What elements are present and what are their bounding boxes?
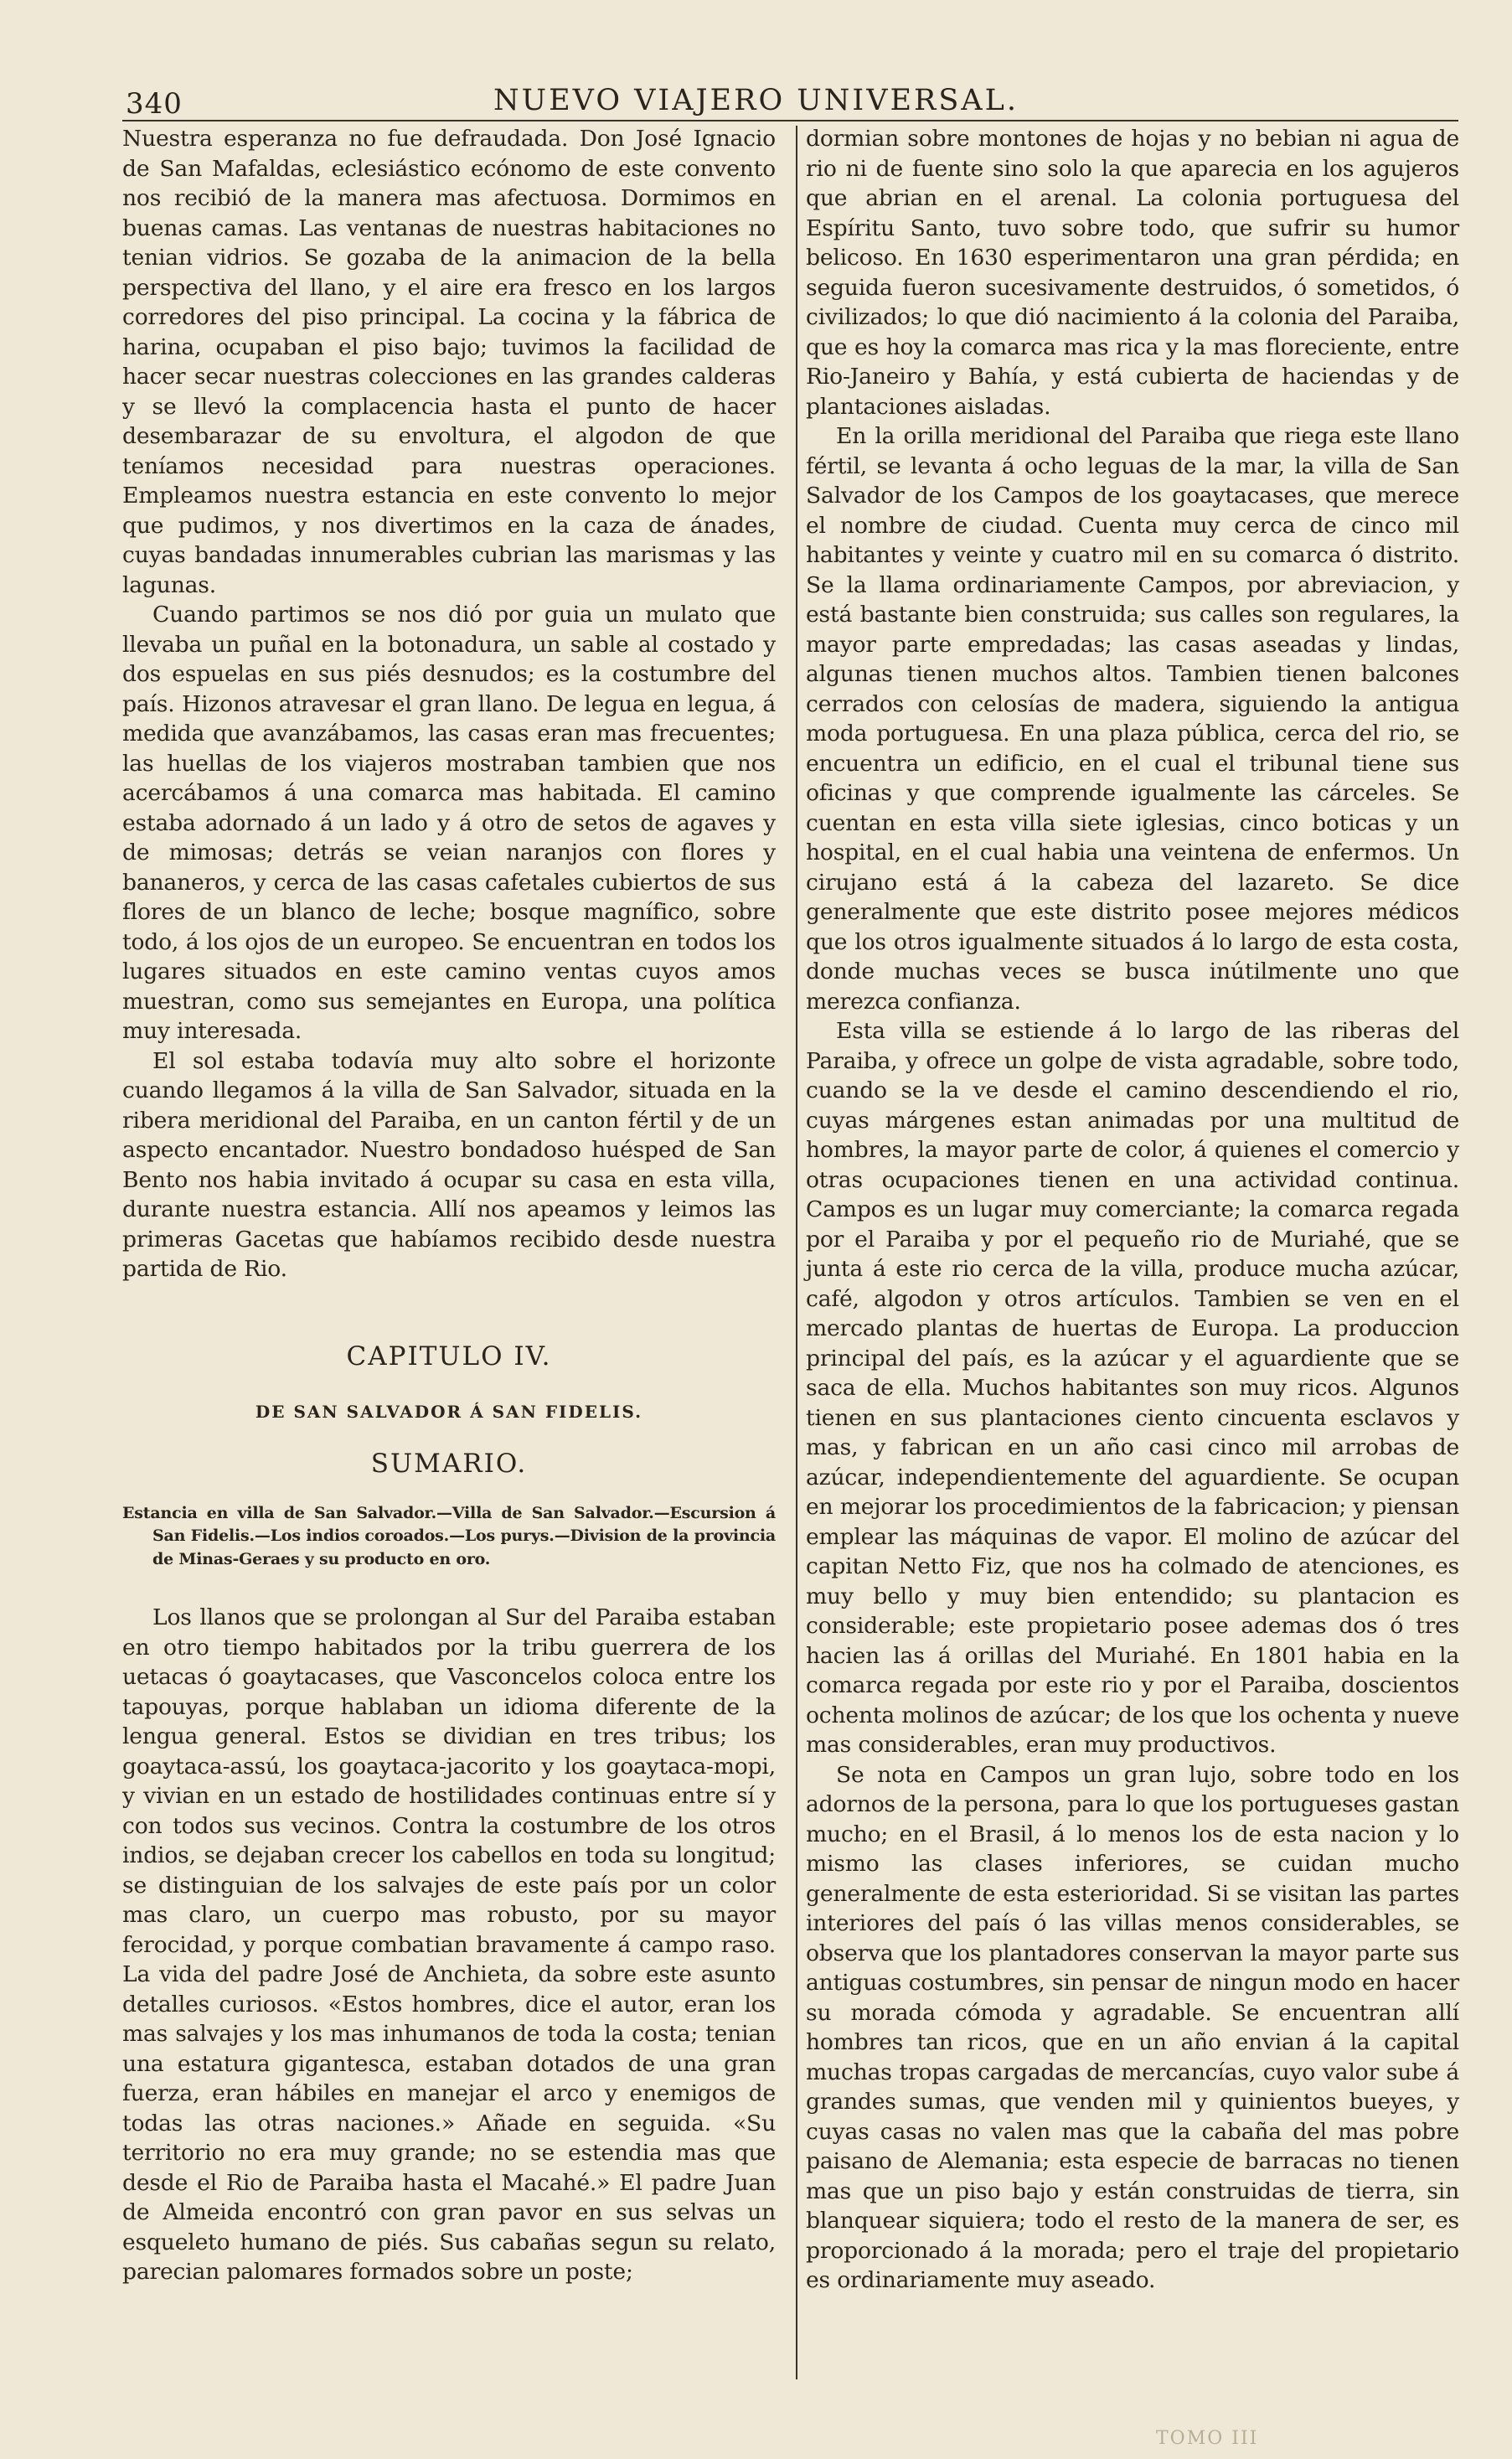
paragraph: El sol estaba todavía muy alto sobre el horizonte cuando llegamos á la villa de San Salvador, situada en la ribera meridional del Paraiba, en un canton fértil y de un aspecto encantador. Nuestro bondadoso huésped de San Bento nos habia invitado á ocupar su casa en esta villa, durante nuestra estancia. Allí nos apeamos y leimos las primeras Gacetas que habíamos recibido desde nuestra partida de Rio. (122, 1047, 776, 1282)
running-title: NUEVO VIAJERO UNIVERSAL. (493, 84, 1019, 117)
left-column (122, 124, 776, 2287)
paragraph: Nuestra esperanza no fue defraudada. Don José Ignacio de San Mafaldas, eclesiástico ecónomo de este convento nos recibió de la manera mas afectuosa. Dormimos en buenas camas. Las ventanas de nuestras habitaciones no tenian vidrios. Se gozaba de la animacion de la bella perspectiva del llano, y el aire era fresco en los largos corredores del piso principal. La cocina y la fábrica de harina, ocupaban el piso bajo; tuvimos la facilidad de hacer secar nuestras colecciones en las grandes calderas y se llevó la complacencia hasta el punto de hacer desembarazar de su envoltura, el algodon de que teníamos necesidad para nuestras operaciones. Empleamos nuestra estancia en este convento lo mejor que pudimos, y nos divertimos en la caza de ánades, cuyas bandadas innumerables cubrian las marismas y las lagunas. (122, 126, 776, 598)
paragraph: Se nota en Campos un gran lujo, sobre todo en los adornos de la persona, para lo que los portugueses gastan mucho; en el Brasil, á lo menos los de esta nacion y lo mismo las clases inferiores, se cuidan mucho generalmente de esta esterioridad. Si se visitan las partes interiores del país ó las villas menos considerables, se observa que los plantadores conservan la mayor parte sus antiguas costumbres, sin pensar de ningun modo en hacer su morada cómoda y agradable. Se encuentran allí hombres tan ricos, que en un año envian á la capital muchas tropas cargadas de mercancías, cuyo valor sube á grandes sumas, que venden mil y quinientos bueyes, y cuyas casas no valen mas que la cabaña del mas pobre paisano de Alemania; esta especie de barracas no tienen mas que un piso bajo y están construidas de tierra, sin blanquear siquiera; todo el resto de la manera de ser, es proporcionado á la morada; pero el traje del propietario es ordinariamente muy aseado. (806, 1761, 1459, 2293)
header-rule (122, 120, 1458, 121)
paragraph: dormian sobre montones de hojas y no bebian ni agua de rio ni de fuente sino solo la que aparecia en los agujeros que abrian en el arenal. La colonia portuguesa del Espíritu Santo, tuvo sobre todo, que sufrir su humor belicoso. En 1630 esperimentaron una gran pérdida; en seguida fueron sucesivamente destruidos, ó sometidos, ó civilizados; lo que dió nacimiento á la colonia del Paraiba, que es hoy la comarca mas rica y la mas floreciente, entre Rio-Janeiro y Bahía, y está cubierta de haciendas y de plantaciones aisladas. (806, 126, 1459, 420)
summary-body: Estancia en villa de San Salvador.—Villa de San Salvador.—Escursion á San Fidelis.—Los indios coroados.—Los purys.—Division de la provincia de Minas-Geraes y su producto en oro. (122, 1503, 776, 1568)
chapter-title: CAPITULO IV. (346, 1341, 552, 1372)
footer-mark: TOMO III (1156, 2428, 1259, 2449)
right-column (806, 124, 1459, 2296)
paragraph: Esta villa se estiende á lo largo de las riberas del Paraiba, y ofrece un golpe de vista agradable, sobre todo, cuando se la ve desde el camino descendiendo el rio, cuyas márgenes estan animadas por una multitud de hombres, la mayor parte de color, á quienes el comercio y otras ocupaciones tienen en una actividad continua. Campos es un lugar muy comerciante; la comarca regada por el Paraiba y por el pequeño rio de Muriahé, que se junta á este rio cerca de la villa, produce mucha azúcar, café, algodon y otros artículos. Tambien se ven en el mercado plantas de huertas de Europa. La produccion principal del país, es la azúcar y el aguardiente que se saca de ella. Muchos habitantes son muy ricos. Algunos tienen en sus plantaciones ciento cincuenta esclavos y mas, y fabrican en un año casi cinco mil arrobas de azúcar, independientemente del aguardiente. Se ocupan en mejorar los procedimientos de la fabricacion; y piensan emplear las máquinas de vapor. El molino de azúcar del capitan Netto Fiz, que nos ha colmado de atenciones, es muy bello y muy bien entendido; su plantacion es considerable; este propietario posee ademas dos ó tres hacien las á orillas del Muriahé. En 1801 habia en la comarca regada por este rio y por el Paraiba, doscientos ochenta molinos de azúcar; de los que los ochenta y nueve mas considerables, eran muy productivos. (806, 1018, 1459, 1758)
paragraph: En la orilla meridional del Paraiba que riega este llano fértil, se levanta á ocho leguas de la mar, la villa de San Salvador de los Campos de los goaytacases, que merece el nombre de ciudad. Cuenta muy cerca de cinco mil habitantes y veinte y cuatro mil en su comarca ó distrito. Se la llama ordinariamente Campos, por abreviacion, y está bastante bien construida; sus calles son regulares, la mayor parte empredadas; las casas aseadas y lindas, algunas tienen muchos altos. Tambien tienen balcones cerrados con celosías de madera, siguiendo la antigua moda portuguesa. En una plaza pública, cerca del rio, se encuentra un edificio, en el cual el tribunal tiene sus oficinas y que comprende igualmente las cárceles. Se cuentan en esta villa siete iglesias, cinco boticas y un hospital, en el cual habia una veintena de enfermos. Un cirujano está á la cabeza del lazareto. Se dice generalmente que este distrito posee mejores médicos que los otros igualmente situados á lo largo de esta costa, donde muchas veces se busca inútilmente uno que merezca confianza. (806, 423, 1459, 1015)
paragraph: Cuando partimos se nos dió por guia un mulato que llevaba un puñal en la botonadura, un sable al costado y dos espuelas en sus piés desnudos; es la costumbre del país. Hizonos atravesar el gran llano. De legua en legua, á medida que avanzábamos, las casas eran mas frecuentes; las huellas de los viajeros mostraban tambien que nos acercábamos á una comarca mas habitada. El camino estaba adornado á un lado y á otro de setos de agaves y de mimosas; detrás se veian naranjos con flores y bananeros, y cerca de las casas cafetales cubiertos de sus flores de un blanco de leche; bosque magnífico, sobre todo, á los ojos de un europeo. Se encuentran en todos los lugares situados en este camino ventas cuyos amos muestran, como sus semejantes en Europa, una política muy interesada. (122, 602, 776, 1044)
column-divider (796, 126, 797, 2379)
page-number: 340 (126, 87, 183, 121)
summary-text (122, 1502, 776, 1572)
chapter-subtitle: DE SAN SALVADOR Á SAN FIDELIS. (255, 1401, 643, 1422)
summary-title: SUMARIO. (370, 1448, 528, 1479)
paragraph: Los llanos que se prolongan al Sur del Paraiba estaban en otro tiempo habitados por la tribu guerrera de los uetacas ó goaytacases, que Vasconcelos coloca entre los tapouyas, porque hablaban un idioma diferente de la lengua general. Estos se dividian en tres tribus; los goaytaca-assú, los goaytaca-jacorito y los goaytaca-mopi, y vivian en un estado de hostilidades continuas entre sí y con todos sus vecinos. Contra la costumbre de los otros indios, se dejaban crecer los cabellos en toda su longitud; se distinguian de los salvajes de este país por un color mas claro, un cuerpo mas robusto, por su mayor ferocidad, y porque combatian bravamente á campo raso. La vida del padre José de Anchieta, da sobre este asunto detalles curiosos. «Estos hombres, dice el autor, eran los mas salvajes y los mas inhumanos de toda la costa; tenian una estatura gigantesca, estaban dotados de una gran fuerza, eran hábiles en manejar el arco y enemigos de todas las otras naciones.» Añade en seguida. «Su territorio no era muy grande; no se estendia mas que desde el Rio de Paraiba hasta el Macahé.» El padre Juan de Almeida encontró con gran pavor en sus selvas un esqueleto humano de piés. Sus cabañas segun su relato, parecian palomares formados sobre un poste; (122, 1604, 776, 2286)
